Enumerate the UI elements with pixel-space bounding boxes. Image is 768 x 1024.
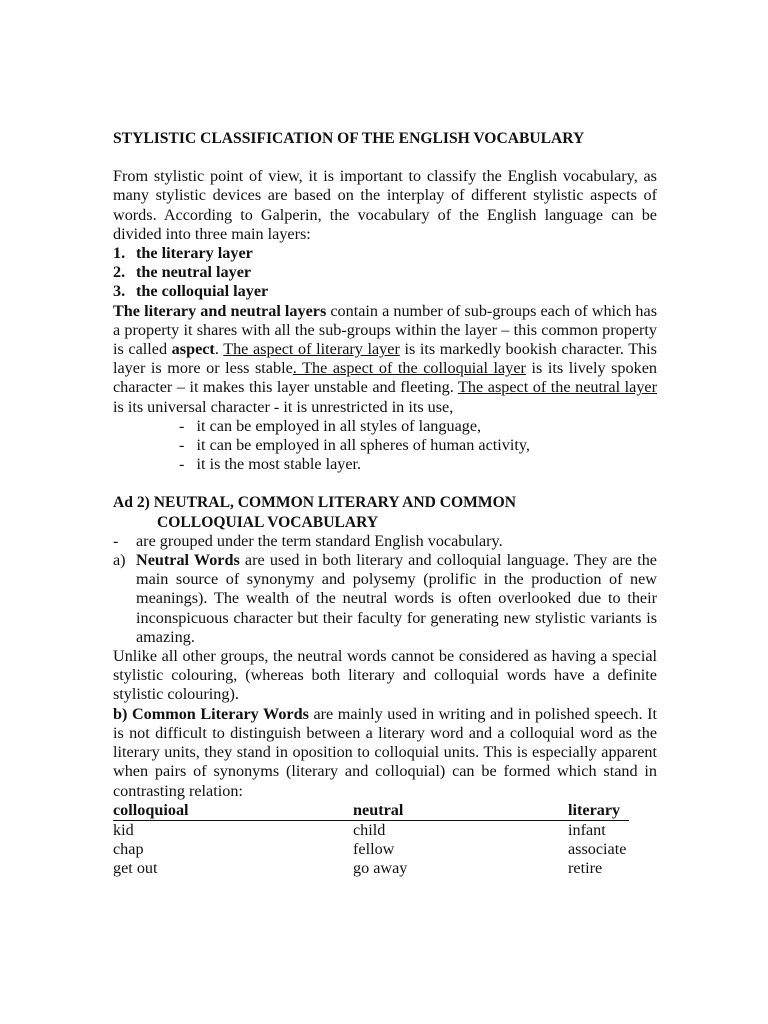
aspect-colloquial-underline: . The aspect of the colloquial layer xyxy=(292,359,526,378)
table-row xyxy=(113,840,629,859)
neutral-words-text: are used in both literary and colloquial language. They are the main source of synonymy and polysemy (prolific in the production of new meanings). The wealth of the neutral words is often overlooked due to their inconspicuous character but their faculty for generating new stylistic variants is amazing. xyxy=(136,551,657,646)
feature-text: it can be employed in all styles of language, xyxy=(196,416,482,435)
aspect-paragraph xyxy=(113,302,657,417)
table-row xyxy=(113,859,629,878)
literary-words-term: b) Common Literary Words xyxy=(113,704,309,723)
list-number: 1. xyxy=(113,244,126,263)
aspect-term: aspect xyxy=(171,340,215,359)
neutral-words-term: Neutral Words xyxy=(136,551,240,570)
table-row xyxy=(113,820,629,840)
standard-vocab-note xyxy=(113,532,657,551)
list-item xyxy=(113,244,657,263)
item-marker-a: a) xyxy=(113,551,126,570)
aspect-text-1: contain a number of sub-groups each of which has a property it shares with all the sub-groups within the layer – this common property is called xyxy=(113,301,657,359)
section-heading-line-2: COLLOQUIAL VOCABULARY xyxy=(157,513,379,531)
table-cell: infant xyxy=(568,820,606,839)
literary-words-paragraph xyxy=(113,705,657,801)
list-item: - it can be employed in all spheres of human activity, xyxy=(179,436,530,455)
section-heading-line-1: Ad 2) NEUTRAL, COMMON LITERARY AND COMMON xyxy=(113,494,517,512)
aspect-text-2: . xyxy=(214,340,224,359)
synonym-table xyxy=(113,801,629,879)
neutral-features-list xyxy=(113,417,657,475)
table-cell: child xyxy=(353,820,386,839)
column-header-literary: literary xyxy=(568,801,629,821)
table-cell: kid xyxy=(113,820,134,839)
table-cell: associate xyxy=(568,840,627,859)
list-item: - it can be employed in all styles of language, xyxy=(179,416,482,435)
aspect-text-3: is its markedly bookish character. This layer is more or less stable xyxy=(113,340,657,378)
list-item xyxy=(113,263,657,282)
column-header-colloquial: colloquioal xyxy=(113,801,353,821)
dash-marker: - xyxy=(113,531,119,550)
document-title: STYLISTIC CLASSIFICATION OF THE ENGLISH VOCABULARY xyxy=(113,130,585,147)
intro-paragraph: From stylistic point of view, it is important to classify the English vocabulary, as many stylistic devices are based on the interplay of different stylistic aspects of words. According to Galperin, the vocabulary of the English language can be divided into three main layers: xyxy=(113,167,657,243)
aspect-text-4: is its lively spoken character – it makes this layer unstable and fleeting. xyxy=(113,359,657,397)
list-number: 3. xyxy=(113,282,126,301)
list-label: the neutral layer xyxy=(136,263,252,282)
table-cell: chap xyxy=(113,840,144,859)
table-header-row xyxy=(113,801,629,821)
feature-text: it is the most stable layer. xyxy=(196,455,362,474)
literary-words-text: are mainly used in writing and in polished speech. It is not difficult to distinguish between a literary word and a colloquial word as the literary units, they stand in oposition to colloquial units. This is especially apparent when pairs of synonyms (literary and colloquial) can be formed which stand in contrasting relation: xyxy=(113,704,657,800)
list-number: 2. xyxy=(113,263,126,282)
list-label: the colloquial layer xyxy=(136,282,269,301)
standard-vocab-text: are grouped under the term standard English vocabulary. xyxy=(136,531,503,550)
unlike-paragraph: Unlike all other groups, the neutral words cannot be considered as having a special stylistic colouring, (whereas both literary and colloquial words have a definite stylistic colouring). xyxy=(113,647,657,704)
table-cell: retire xyxy=(568,859,603,878)
list-item: - it is the most stable layer. xyxy=(179,455,362,474)
column-header-neutral: neutral xyxy=(353,801,568,821)
list-label: the literary layer xyxy=(136,244,253,263)
table-cell: fellow xyxy=(353,840,395,859)
aspect-text-5: is its universal character - it is unrestricted in its use, xyxy=(113,397,454,416)
aspect-literary-underline: The aspect of literary layer xyxy=(223,340,400,359)
feature-text: it can be employed in all spheres of human activity, xyxy=(196,436,530,455)
list-item xyxy=(113,282,657,301)
table-cell: go away xyxy=(353,859,408,878)
section-heading xyxy=(113,493,657,531)
aspect-lead: The literary and neutral layers xyxy=(113,301,327,320)
document-content xyxy=(113,129,657,879)
neutral-words-paragraph xyxy=(113,551,657,647)
layers-list xyxy=(113,244,657,302)
table-cell: get out xyxy=(113,859,158,878)
aspect-neutral-underline: The aspect of the neutral layer xyxy=(458,378,657,397)
